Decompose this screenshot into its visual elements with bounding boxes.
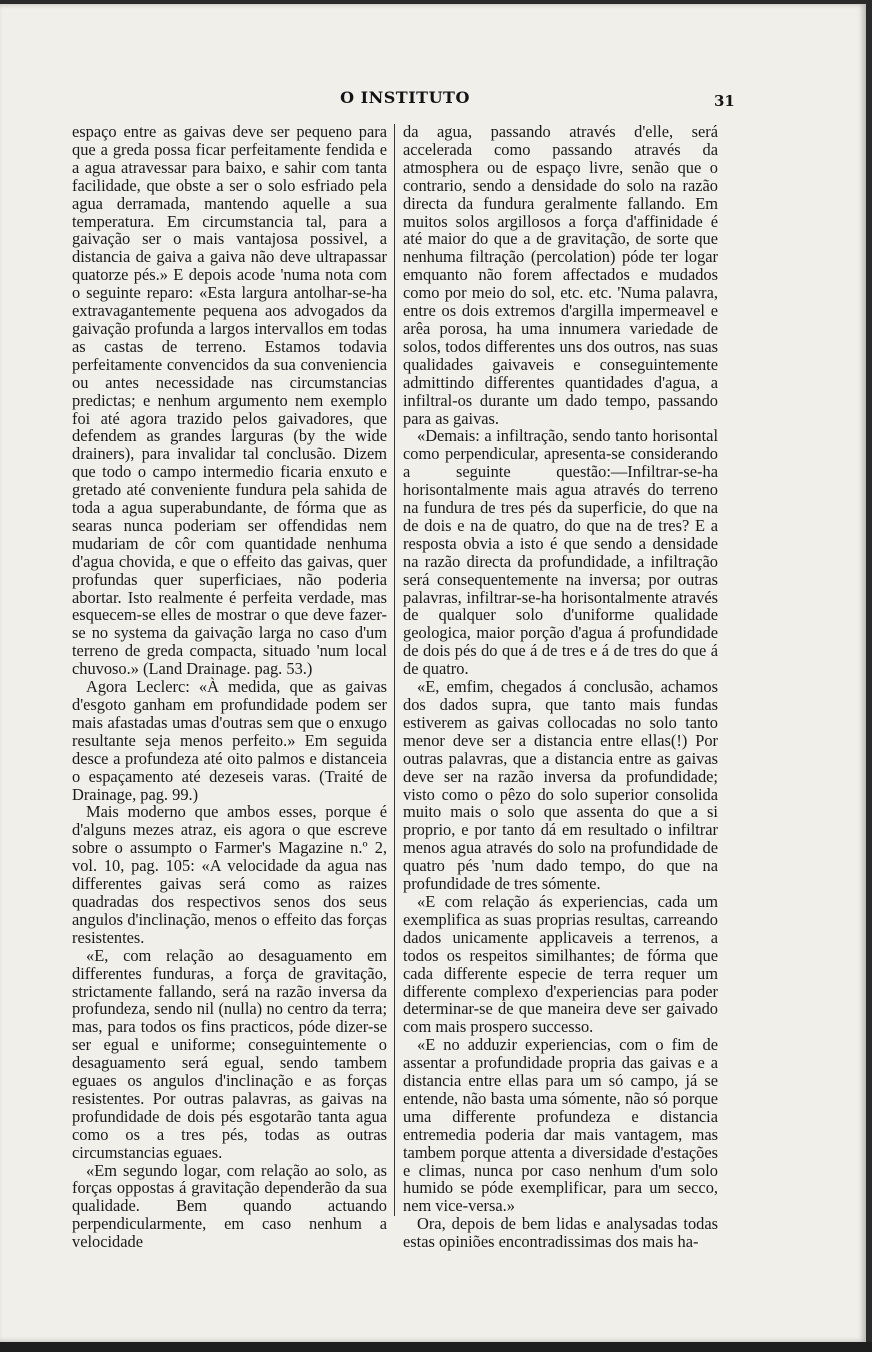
column-divider <box>394 124 395 1216</box>
page-number: 31 <box>714 92 735 110</box>
scan-border <box>0 1342 872 1352</box>
paragraph: da agua, passando através d'elle, será accelerada como passando através da atmosphera ou de espaço livre, senão que o contrario, sendo a densidade do solo na razão directa da fundura geralmente fallando. Em muitos solos argillosos a força d'affinidade é até maior do que a de gravitação, de sorte que nenhuma filtração (percolation) póde ter logar emquanto não forem affectados e mudados como por meio do sol, etc. etc. 'Numa palavra, entre os dois extremos d'argilla impermeavel e arêa porosa, ha uma innumera variedade de solos, todos differentes uns dos outros, nas suas qualidades gaivaveis e conseguintemente admittindo differentes quantidades d'agua, a infiltral-os durante um dado tempo, passando para as gaivas. <box>403 122 718 428</box>
paragraph: «E com relação ás experiencias, cada um exemplifica as suas proprias resultas, carreando dados unicamente applicaveis a terrenos, a todos os respeitos similhantes; de fórma que cada differente especie de terra requer um differente complexo d'experiencias para poder determinar-se de que maneira deve ser gaivado com mais prospero successo. <box>403 891 718 1037</box>
paragraph: Ora, depois de bem lidas e analysadas todas estas opiniões encontradissimas dos mais ha- <box>403 1214 718 1252</box>
left-column <box>72 123 387 1251</box>
paragraph: «Em segundo logar, com relação ao solo, as forças oppostas á gravitação dependerão da sua qualidade. Bem quando actuando perpendicularmente, em caso nenhum a velocidade <box>72 1160 387 1252</box>
book-page <box>0 4 866 1342</box>
paragraph: «E, emfim, chegados á conclusão, achamos dos dados supra, que tanto mais fundas estiverem as gaivas collocadas no solo tanto menor deve ser a distancia entre ellas(!) Por outras palavras, que a distancia entre as gaivas deve ser na razão inversa da profundidade; visto como o pêzo do solo superior consolida muito mais o solo que assenta do que a si proprio, e por tanto dá em resultado o infiltrar menos agua através do solo na profundidade de quatro pés 'num dado tempo, do que na profundidade de tres sómente. <box>403 677 718 894</box>
running-header-title: O INSTITUTO <box>340 88 470 107</box>
paragraph: «E, com relação ao desaguamento em differentes funduras, a força de gravitação, strictamente fallando, será na razão inversa da profundeza, sendo nil (nulla) no centro da terra; mas, para todos os fins practicos, póde dizer-se ser egual e uniforme; conseguintemente o desaguamento será egual, sendo tambem eguaes os angulos d'inclinação e as forças resistentes. Por outras palavras, as gaivas na profundidade de dois pés esgotarão tanta agua como os a tres pés, todas as outras circumstancias eguaes. <box>72 945 387 1162</box>
right-column <box>403 123 718 1251</box>
paragraph: Mais moderno que ambos esses, porque é d'alguns mezes atraz, eis agora o que escreve sobre o assumpto o Farmer's Magazine n.º 2, vol. 10, pag. 105: «A velocidade da agua nas differentes gaivas será como as raizes quadradas dos respectivos senos dos seus angulos d'inclinação, menos o effeito das forças resistentes. <box>72 802 387 947</box>
paragraph: «Demais: a infiltração, sendo tanto horisontal como perpendicular, apresenta-se considerando a seguinte questão:—Infiltrar-se-ha horisontalmente mais agua através do terreno na fundura de tres pés da superficie, do que na de dois e na de quatro, do que na de tres? E a resposta obvia a isto é que sendo a densidade na razão directa da profundidade, a infiltração será consequentemente na inversa; por outras palavras, infiltrar-se-ha horisontalmente através de qualquer solo d'uniforme qualidade geologica, maior porção d'agua á profundidade de dois pés do que á de tres e á de tres do que á de quatro. <box>403 426 718 679</box>
paragraph: «E no adduzir experiencias, com o fim de assentar a profundidade propria das gaivas e a distancia entre ellas para um só campo, já se entende, não basta uma sómente, não só porque uma differente profundeza e distancia entremedia poderia dar mais vantagem, mas tambem porque attenta a diversidade d'estações e climas, nunca por caso nenhum d'um solo humido se póde exemplificar, para um secco, nem vice-versa.» <box>403 1035 718 1216</box>
paragraph: espaço entre as gaivas deve ser pequeno para que a greda possa ficar perfeitamente fendida e a agua atravessar para baixo, e sahir com tanta facilidade, que obste a ser o solo esfriado pela agua derramada, mantendo aquelle a sua temperatura. Em circumstancia tal, para a gaivação ser o mais vantajosa possivel, a distancia de gaiva a gaiva não deve ultrapassar quatorze pés.» E depois acode 'numa nota com o seguinte reparo: «Esta largura antolhar-se-ha extravagantemente pequena aos advogados da gaivação profunda a largos intervallos em todas as castas de terreno. Estamos todavia perfeitamente convencidos da sua conveniencia ou antes necessidade nas circumstancias predictas; e nenhum argumento nem exemplo foi até agora trazido pelos gaivadores, que defendem as grandes larguras (by the wide drainers), para invalidar tal conclusão. Dizem que todo o campo intermedio ficaria enxuto e gretado até conveniente fundura pela sahida de toda a agua superabundante, de fórma que as searas nunca poderiam ser offendidas nem mudariam de côr com quantidade nenhuma d'agua chovida, e que o effeito das gaivas, quer profundas quer superficiaes, não poderia abortar. Isto realmente é perfeita verdade, mas esquecem-se elles de mostrar o que deve fazer-se no systema da gaivação larga no caso d'um terreno de greda compacta, situado 'num local chuvoso.» (Land Drainage. pag. 53.) <box>72 122 387 679</box>
paragraph: Agora Leclerc: «À medida, que as gaivas d'esgoto ganham em profundidade podem ser mais afastadas umas d'outras sem que o enxugo resultante seja menos perfeito.» Em seguida desce a profundeza até oito palmos e distanceia o espaçamento até dezeseis varas. (Traité de Drainage, pag. 99.) <box>72 677 387 804</box>
